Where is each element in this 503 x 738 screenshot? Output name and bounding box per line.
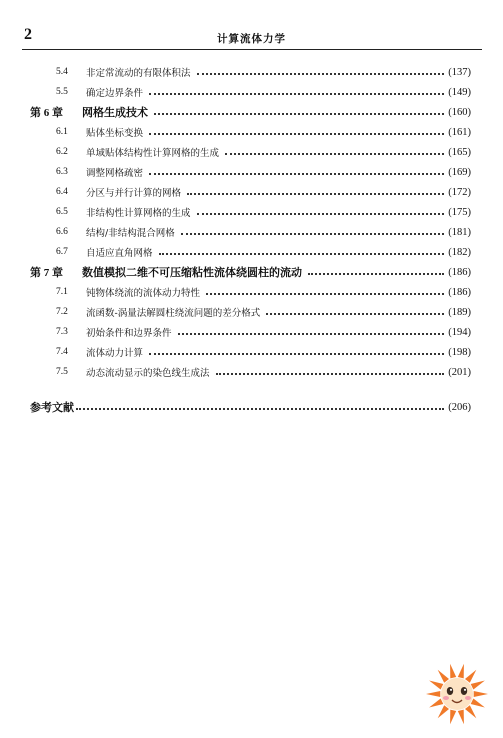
toc-entry-page: (172)	[448, 186, 471, 198]
toc-dot-leader	[216, 373, 445, 375]
toc-entry-title: 数值模拟二维不可压缩粘性流体绕圆柱的流动	[82, 266, 302, 279]
toc-dot-leader	[76, 408, 444, 410]
toc-entry-title: 网格生成技术	[82, 106, 148, 119]
toc-entry-number: 第 7 章	[30, 267, 63, 279]
toc-dot-leader	[149, 93, 444, 95]
toc-entry-number: 6.7	[56, 247, 68, 257]
toc-entry-title: 初始条件和边界条件	[86, 328, 172, 339]
toc-section-row	[56, 62, 471, 82]
page-number: 2	[24, 26, 32, 43]
toc-entry-number: 6.3	[56, 167, 68, 177]
toc-dot-leader	[197, 213, 445, 215]
toc-entry-title: 流体动力计算	[86, 348, 144, 359]
toc-entry-title: 参考文献	[30, 401, 74, 414]
toc-entry-number: 6.4	[56, 187, 68, 197]
toc-entry-number: 7.5	[56, 367, 68, 377]
running-title: 计算流体力学	[217, 33, 286, 45]
toc-entry-title: 非结构性计算网格的生成	[86, 208, 191, 219]
toc-entry-number: 7.1	[56, 287, 68, 297]
toc-references-row	[30, 397, 471, 417]
toc-section-row	[56, 362, 471, 382]
toc-dot-leader	[187, 193, 444, 195]
toc-entry-page: (201)	[448, 366, 471, 378]
toc-dot-leader	[206, 293, 444, 295]
toc-dot-leader	[266, 313, 444, 315]
toc-section-row	[56, 242, 471, 262]
toc-dot-leader	[197, 73, 445, 75]
toc-section-row	[56, 142, 471, 162]
toc-section-row	[56, 82, 471, 102]
toc-dot-leader	[308, 273, 444, 275]
toc-section-row	[56, 342, 471, 362]
toc-section-row	[56, 282, 471, 302]
toc-entry-title: 动态流动显示的染色线生成法	[86, 368, 210, 379]
toc-entry-title: 非定常流动的有限体积法	[86, 68, 191, 79]
toc-entry-number: 6.2	[56, 147, 68, 157]
toc-entry-page: (137)	[448, 66, 471, 78]
toc-entry-title: 分区与并行计算的网格	[86, 188, 182, 199]
toc-entry-number: 6.5	[56, 207, 68, 217]
toc-entry-title: 单域贴体结构性计算网格的生成	[86, 148, 220, 159]
toc-entry-number: 7.2	[56, 307, 68, 317]
toc-entry-page: (182)	[448, 246, 471, 258]
sun-face-watermark-icon	[424, 661, 490, 727]
toc-entry-number: 5.5	[56, 87, 68, 97]
toc-entry-page: (194)	[448, 326, 471, 338]
toc-chapter-row	[30, 102, 471, 122]
toc-entry-page: (189)	[448, 306, 471, 318]
toc-dot-leader	[225, 153, 444, 155]
toc-entry-title: 自适应直角网格	[86, 248, 153, 259]
toc-entry-page: (165)	[448, 146, 471, 158]
toc-section-row	[56, 222, 471, 242]
toc-entry-title: 贴体坐标变换	[86, 128, 144, 139]
toc-entry-page: (186)	[448, 286, 471, 298]
toc-entry-number: 5.4	[56, 67, 68, 77]
toc-entry-title: 流函数-涡量法解圆柱绕流问题的差分格式	[86, 308, 261, 319]
toc-entry-page: (186)	[448, 266, 471, 278]
toc-entry-number: 6.6	[56, 227, 68, 237]
toc-section-row	[56, 182, 471, 202]
toc-dot-leader	[149, 173, 444, 175]
toc-entry-page: (161)	[448, 126, 471, 138]
toc-entry-title: 调整网格疏密	[86, 168, 144, 179]
toc-entry-number: 7.4	[56, 347, 68, 357]
toc-entry-title: 结构/非结构混合网格	[86, 228, 175, 239]
toc-dot-leader	[181, 233, 445, 235]
toc-dot-leader	[149, 133, 444, 135]
toc-section-row	[56, 202, 471, 222]
toc-entry-page: (175)	[448, 206, 471, 218]
toc-entry-title: 确定边界条件	[86, 88, 144, 99]
toc-entry-number: 7.3	[56, 327, 68, 337]
toc-dot-leader	[178, 333, 445, 335]
toc-entry-title: 钝物体绕流的流体动力特性	[86, 288, 201, 299]
toc-entry-number: 第 6 章	[30, 107, 63, 119]
toc-dot-leader	[159, 253, 445, 255]
toc-entry-page: (169)	[448, 166, 471, 178]
toc-entry-page: (181)	[448, 226, 471, 238]
toc-section-row	[56, 322, 471, 342]
toc-section-row	[56, 122, 471, 142]
toc-entry-page: (160)	[448, 106, 471, 118]
toc-entry-number: 6.1	[56, 127, 68, 137]
toc-section-row	[56, 302, 471, 322]
toc-section-row	[56, 162, 471, 182]
toc-entry-page: (198)	[448, 346, 471, 358]
toc-dot-leader	[154, 113, 444, 115]
toc-chapter-row	[30, 262, 471, 282]
toc-entry-page: (149)	[448, 86, 471, 98]
toc-dot-leader	[149, 353, 444, 355]
toc-entry-page: (206)	[448, 401, 471, 413]
